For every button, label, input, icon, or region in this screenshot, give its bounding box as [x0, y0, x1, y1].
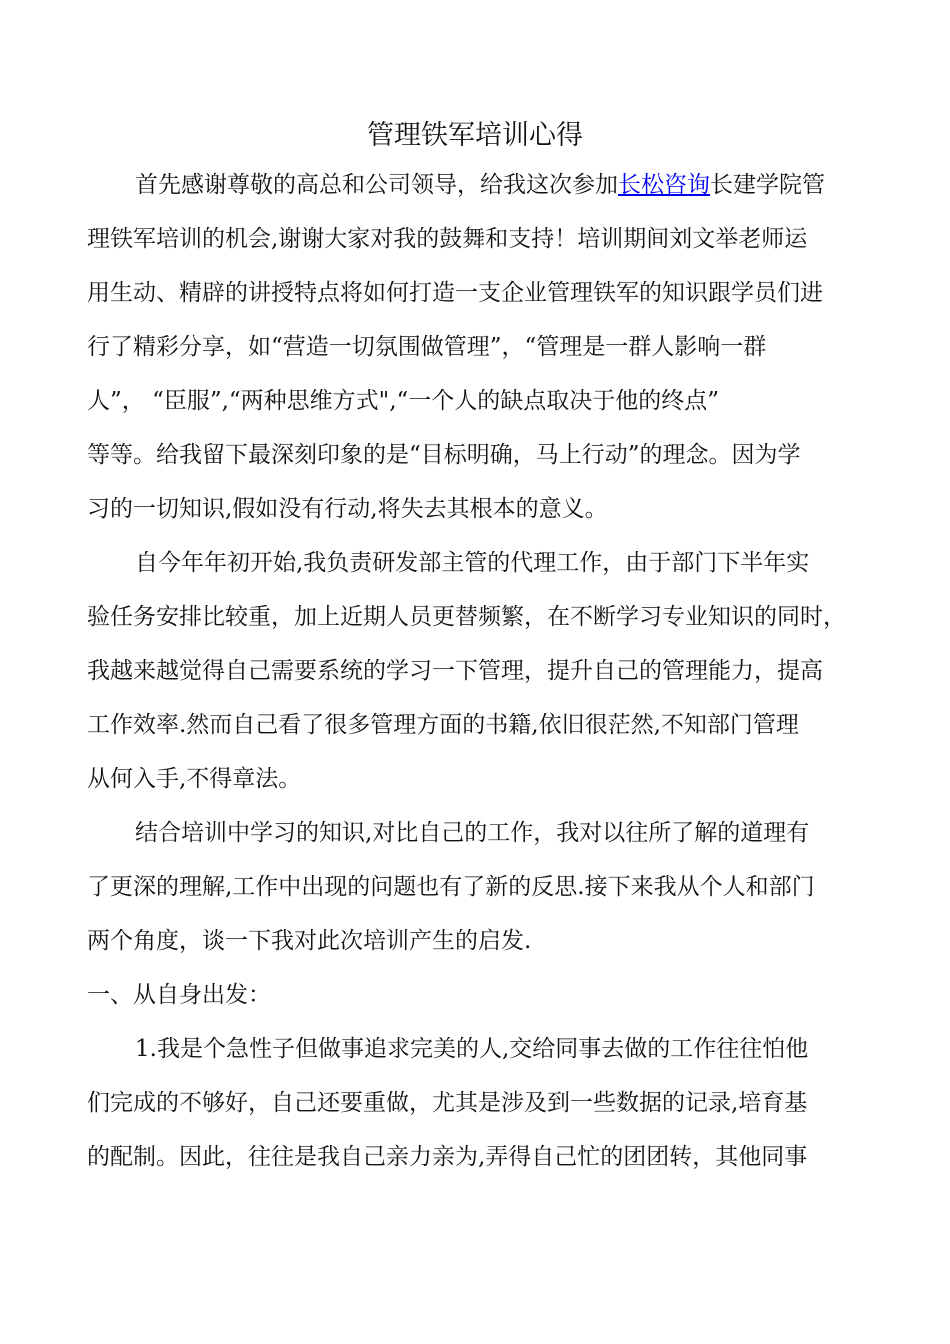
document-title: 管理铁军培训心得 — [367, 120, 583, 151]
paragraph-line: 了更深的理解,工作中出现的问题也有了新的反思.接下来我从个人和部门 — [87, 874, 815, 900]
paragraph-line: 人”， “臣服”,“两种思维方式",“一个人的缺点取决于他的终点” — [87, 388, 720, 414]
paragraph-line: 习的一切知识,假如没有行动,将失去其根本的意义。 — [87, 496, 608, 522]
paragraph-line: 自今年年初开始,我负责研发部主管的代理工作，由于部门下半年实 — [135, 550, 810, 576]
paragraph-line: 我越来越觉得自己需要系统的学习一下管理，提升自己的管理能力，提高 — [87, 658, 823, 684]
paragraph-line: 两个角度，谈一下我对此次培训产生的启发. — [87, 928, 532, 954]
paragraph-line — [87, 158, 867, 212]
paragraph-line: 行了精彩分享，如“营造一切氛围做管理”，“管理是一群人影响一群 — [87, 334, 767, 360]
paragraph-line: 结合培训中学习的知识,对比自己的工作，我对以往所了解的道理有 — [135, 820, 810, 846]
paragraph-line: 验任务安排比较重，加上近期人员更替频繁，在不断学习专业知识的同时， — [87, 604, 846, 630]
paragraph-line: 工作效率.然而自己看了很多管理方面的书籍,依旧很茫然,不知部门管理 — [87, 712, 799, 738]
changsong-consulting-link[interactable]: 长松咨询 — [618, 172, 710, 198]
paragraph-text: 长建学院管 — [710, 172, 825, 198]
paragraph-line: 用生动、精辟的讲授特点将如何打造一支企业管理铁军的知识跟学员们进 — [87, 280, 823, 306]
paragraph-line: 理铁军培训的机会,谢谢大家对我的鼓舞和支持！培训期间刘文举老师运 — [87, 226, 808, 252]
paragraph-line: 的配制。因此，往往是我自己亲力亲为,弄得自己忙的团团转，其他同事 — [87, 1144, 808, 1170]
paragraph-text: 首先感谢尊敬的高总和公司领导，给我这次参加 — [135, 172, 618, 198]
document-body — [87, 158, 867, 1184]
section-heading: 一、从自身出发： — [87, 982, 271, 1008]
paragraph-line: 从何入手,不得章法。 — [87, 766, 302, 792]
paragraph-line: 1.我是个急性子但做事追求完美的人,交给同事去做的工作往往怕他 — [135, 1036, 809, 1062]
paragraph-line: 等等。给我留下最深刻印象的是“目标明确，马上行动”的理念。因为学 — [87, 442, 801, 468]
paragraph-line: 们完成的不够好，自己还要重做，尤其是涉及到一些数据的记录,培育基 — [87, 1090, 808, 1116]
